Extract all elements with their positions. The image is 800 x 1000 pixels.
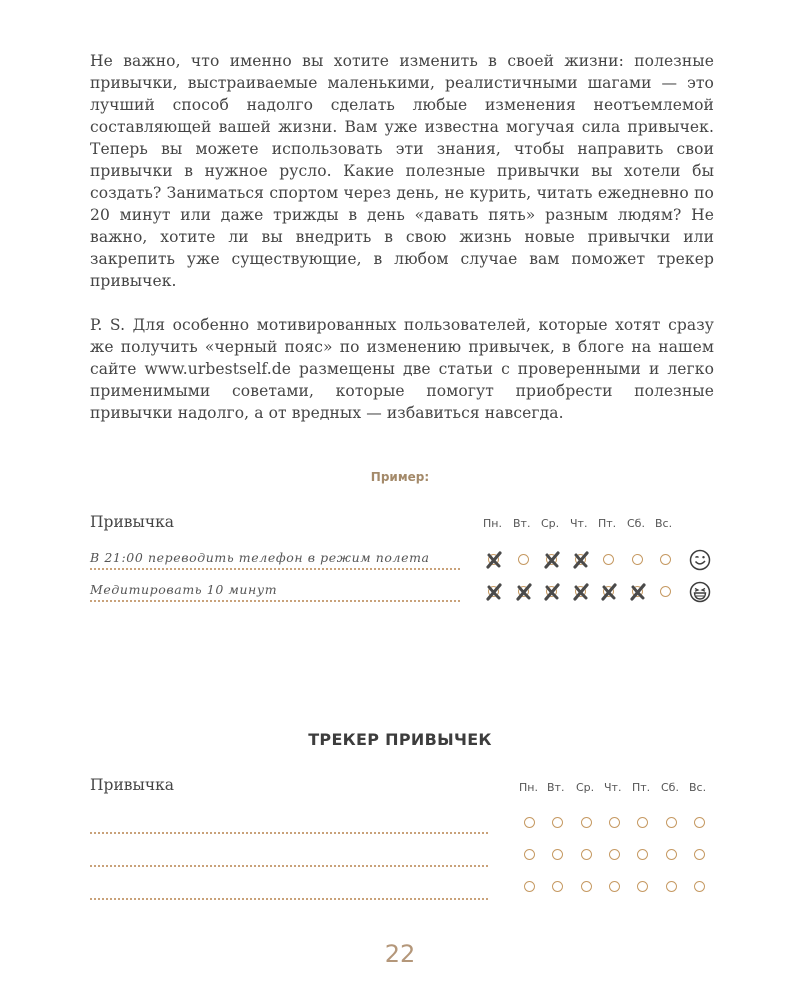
tracker-day-checkbox[interactable] <box>637 817 648 828</box>
tracker-day-checkbox[interactable] <box>637 849 648 860</box>
tracker-day-checkbox[interactable] <box>666 881 677 892</box>
tracker-day-label: Вс. <box>689 781 707 794</box>
tracker-day-checkbox[interactable] <box>609 849 620 860</box>
smile-icon <box>689 549 711 571</box>
tracker-day-checkbox[interactable] <box>609 817 620 828</box>
tracker-day-checkbox[interactable] <box>552 881 563 892</box>
checked-cross-mark <box>573 551 589 569</box>
tracker-habit-line[interactable] <box>90 847 488 867</box>
laugh-icon <box>689 581 711 603</box>
tracker-day-checkbox[interactable] <box>552 849 563 860</box>
tracker-day-checkbox[interactable] <box>694 849 705 860</box>
tracker-day-checkbox[interactable] <box>524 881 535 892</box>
intro-paragraph: Не важно, что именно вы хотите изменить в своей жизни: полезные привычки, выстраиваемые маленькими, реалистичными шагами — это лучший способ надолго сделать любые изменения неотъемлемой составляющей вашей жизни. Вам уже известна могучая сила привычек. Теперь вы можете использовать эти знания, чтобы направить свои привычки в нужное русло. Какие полезные привычки вы хотели бы создать? Заниматься спортом через день, не курить, читать ежедневно по 20 минут или даже трижды в день «давать пять» разным людям? Не важно, хотите ли вы внедрить в свою жизнь новые привычки или закрепить уже существующие, в любом случае вам поможет трекер привычек. <box>90 52 714 290</box>
page-number: 22 <box>384 940 416 968</box>
example-day-label: Ср. <box>541 517 560 530</box>
tracker-day-checkbox[interactable] <box>694 817 705 828</box>
example-day-label: Вт. <box>513 517 531 530</box>
tracker-habit-header: Привычка <box>90 776 175 794</box>
tracker-day-checkbox[interactable] <box>609 881 620 892</box>
tracker-day-label: Пн. <box>519 781 538 794</box>
tracker-day-checkbox[interactable] <box>524 817 535 828</box>
tracker-title: ТРЕКЕР ПРИВЫЧЕК <box>308 730 492 749</box>
example-habit-header: Привычка <box>90 513 175 531</box>
tracker-day-label: Сб. <box>661 781 679 794</box>
tracker-habit-line[interactable] <box>90 880 488 900</box>
example-day-label: Вс. <box>655 517 673 530</box>
checked-cross-mark <box>601 583 617 601</box>
ps-paragraph: P. S. Для особенно мотивированных пользователей, которые хотят сразу же получить «черный пояс» по изменению привычек, в блоге на нашем сайте www.urbestself.de размещены две статьи с проверенными и легко применимыми советами, которые помогут приобрести полезные привычки надолго, а от вредных — избавиться навсегда. <box>90 316 714 422</box>
example-label: Пример: <box>370 470 430 484</box>
example-day-label: Пн. <box>483 517 502 530</box>
tracker-day-checkbox[interactable] <box>552 817 563 828</box>
tracker-day-checkbox[interactable] <box>666 817 677 828</box>
tracker-habit-line[interactable] <box>90 814 488 834</box>
example-day-circle <box>518 554 529 565</box>
example-day-circle <box>632 554 643 565</box>
tracker-day-checkbox[interactable] <box>666 849 677 860</box>
tracker-day-checkbox[interactable] <box>524 849 535 860</box>
checked-cross-mark <box>544 583 560 601</box>
tracker-day-label: Пт. <box>632 781 651 794</box>
tracker-day-label: Вт. <box>547 781 565 794</box>
example-day-circle <box>660 554 671 565</box>
tracker-day-label: Чт. <box>604 781 622 794</box>
tracker-day-checkbox[interactable] <box>581 849 592 860</box>
example-habit-row-1: В 21:00 переводить телефон в режим полета <box>90 550 460 570</box>
example-day-label: Чт. <box>570 517 588 530</box>
tracker-day-checkbox[interactable] <box>637 881 648 892</box>
checked-cross-mark <box>516 583 532 601</box>
checked-cross-mark <box>630 583 646 601</box>
example-habit-row-2: Медитировать 10 минут <box>90 582 460 602</box>
checked-cross-mark <box>486 551 502 569</box>
tracker-day-checkbox[interactable] <box>694 881 705 892</box>
checked-cross-mark <box>486 583 502 601</box>
checked-cross-mark <box>544 551 560 569</box>
tracker-day-checkbox[interactable] <box>581 881 592 892</box>
example-day-label: Сб. <box>627 517 645 530</box>
example-day-circle <box>660 586 671 597</box>
checked-cross-mark <box>573 583 589 601</box>
tracker-day-checkbox[interactable] <box>581 817 592 828</box>
tracker-day-label: Ср. <box>576 781 595 794</box>
example-day-label: Пт. <box>598 517 617 530</box>
example-day-circle <box>603 554 614 565</box>
